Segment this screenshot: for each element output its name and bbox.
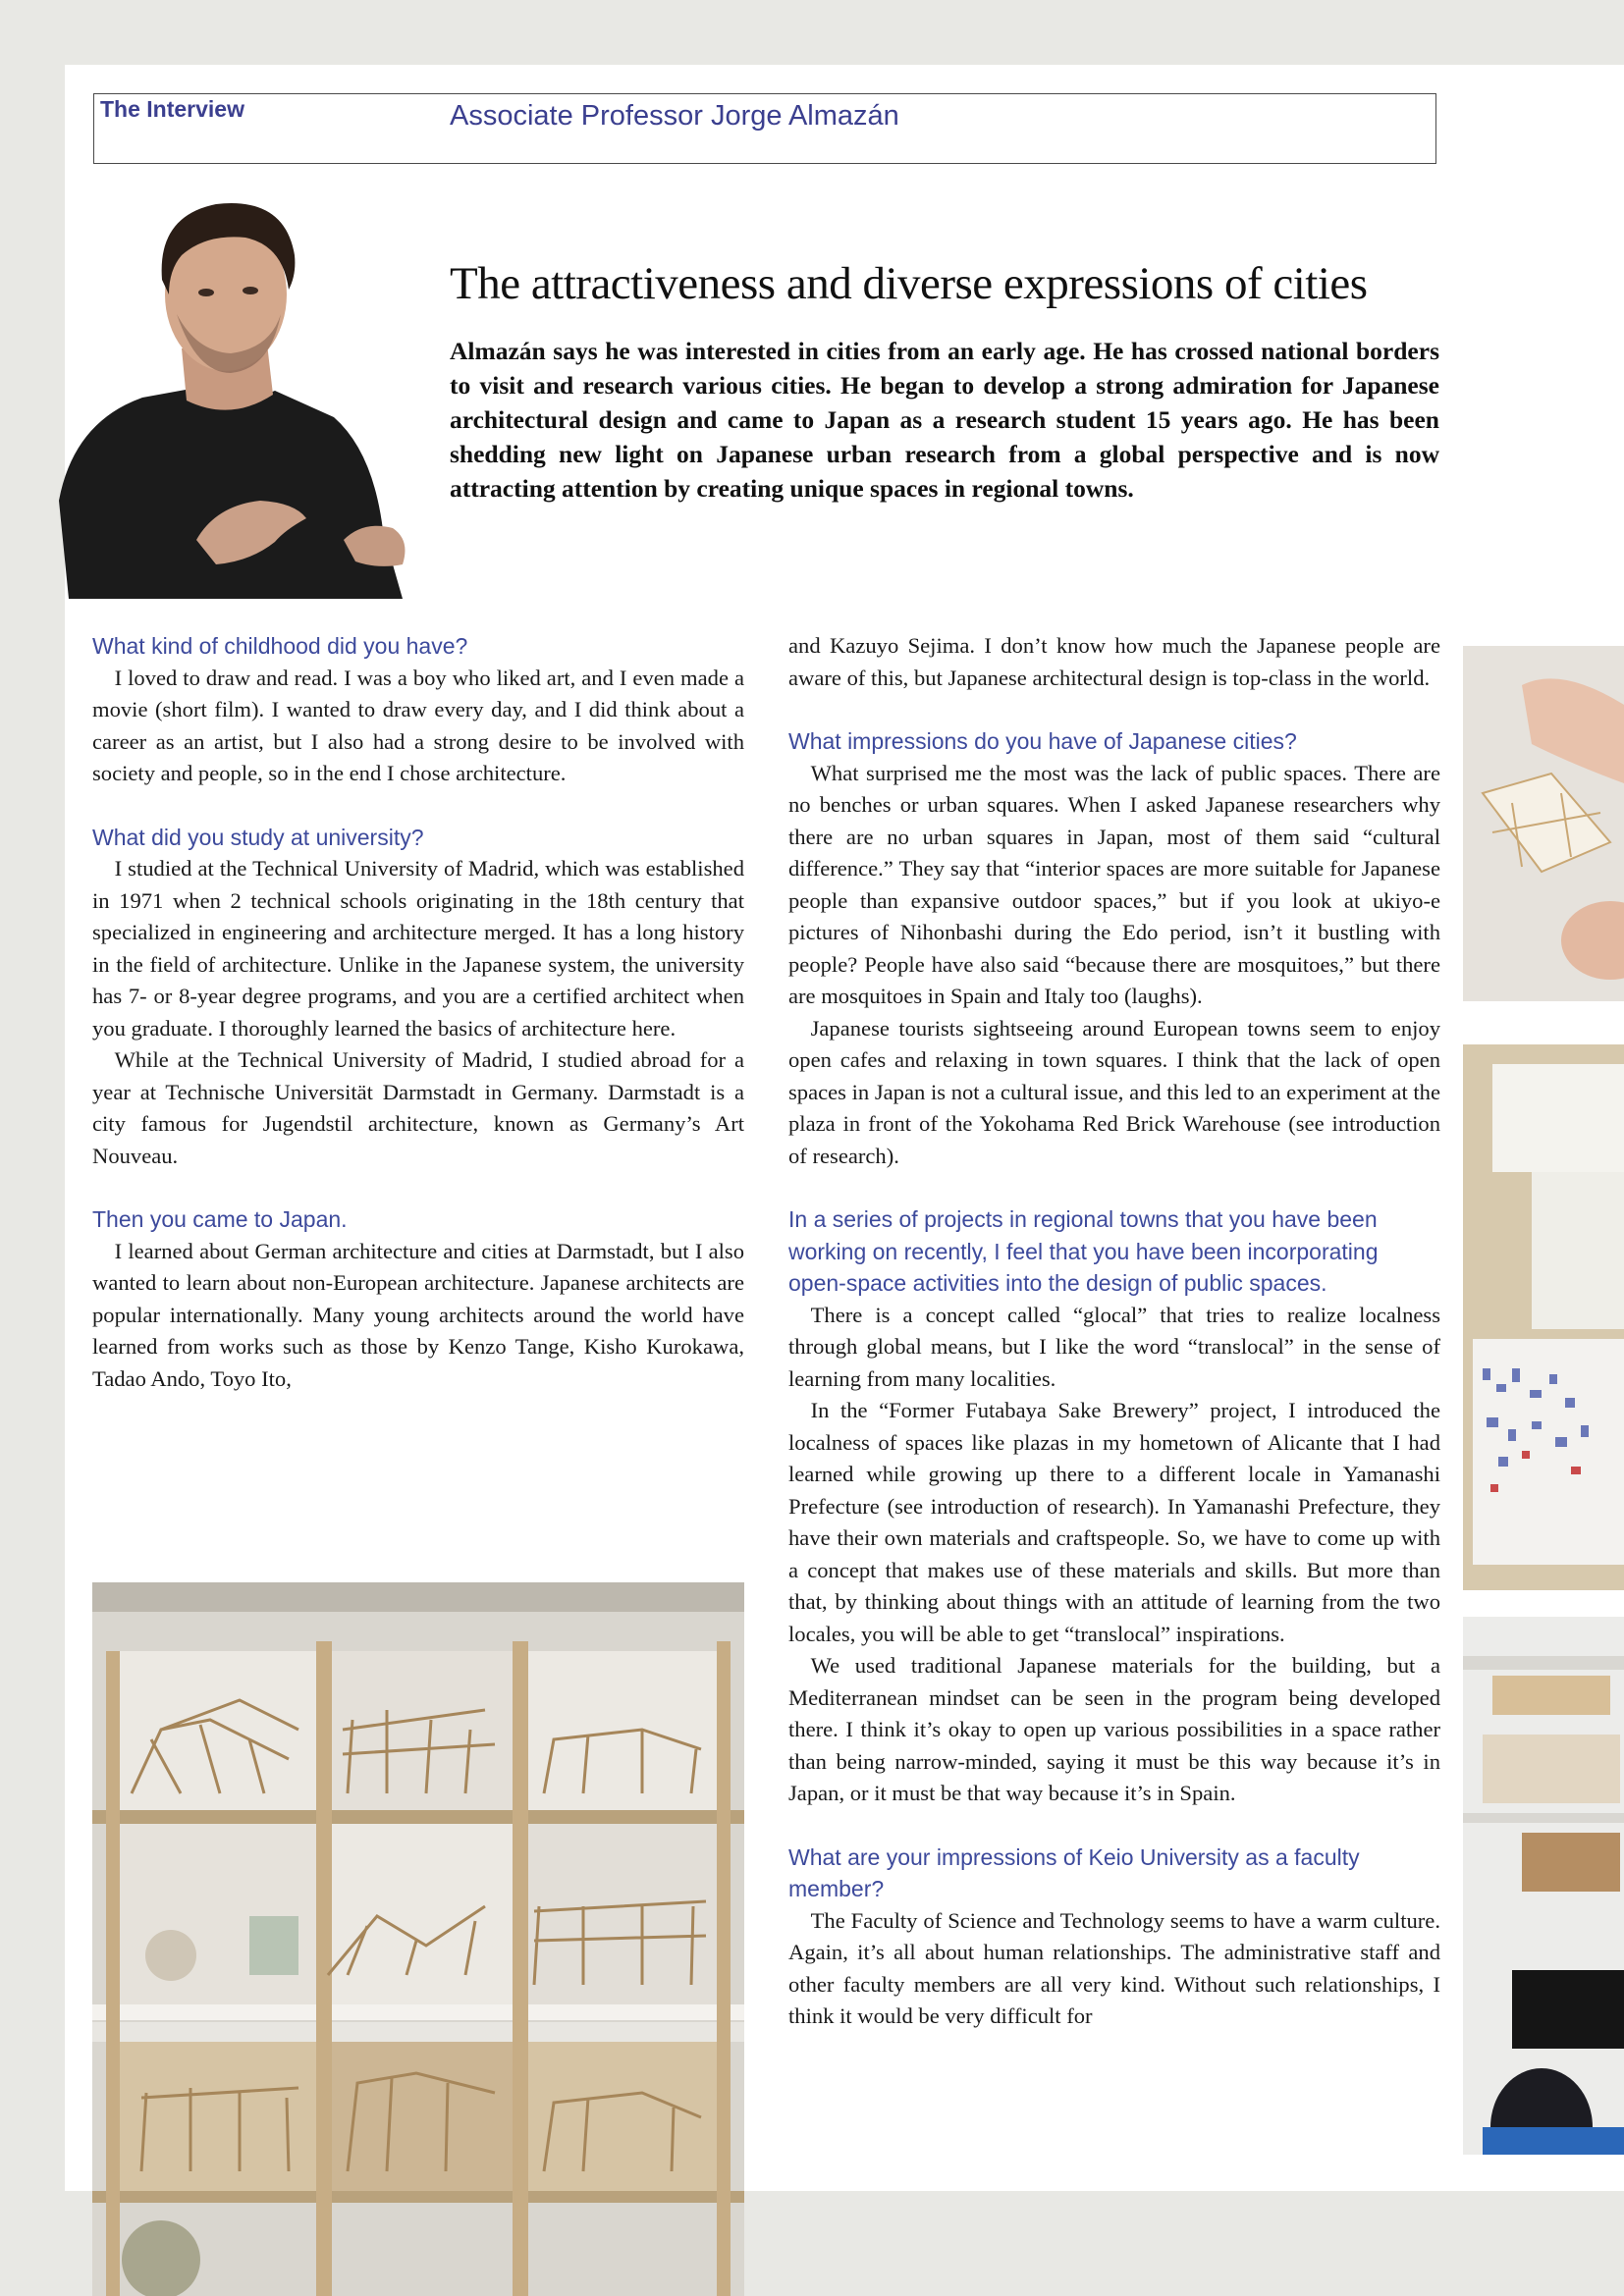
answer-paragraph: While at the Technical University of Madrid, I studied abroad for a year at Technische Universität Darmstadt in Germany. Darmstadt is a city famous for Jugendstil architecture, known as Germany’s Art Nouveau.: [92, 1047, 744, 1168]
architecture-models-photo: [92, 1582, 744, 2296]
hands-model-photo: [1463, 646, 1624, 1001]
answer-paragraph: In the “Former Futabaya Sake Brewery” project, I introduced the localness of spaces like plazas in my hometown of Alicante that I had learned while growing up there to a different locale in Yamanashi Prefecture (see introduction of research). In Yamanashi Prefecture, they have their own materials and craftspeople. So, we have to come up with a concept that makes use of these materials and skills. But more than that, by thinking about things with an attitude of learning from the two locales, you will be able to get “translocal” inspirations.: [788, 1398, 1440, 1646]
answer-paragraph: I learned about German architecture and cities at Darmstadt, but I also wanted to learn about non-European architecture. Japanese architects are popular internationally. Many young architects around the world have learned from works such as those by Kenzo Tange, Kisho Kurokawa, Tadao Ando, Toyo Ito,: [92, 1238, 744, 1391]
lede-paragraph: Almazán says he was interested in cities from an early age. He has crossed national borders to visit and research various cities. He began to develop a strong admiration for Japanese architectural design and came to Japan as a research student 15 years ago. He has been shedding new light on Japanese urban research from a global perspective and is now attracting attention by creating unique spaces in regional towns.: [450, 337, 1439, 503]
section-label: The Interview: [100, 96, 244, 122]
question-childhood: What kind of childhood did you have?: [92, 633, 468, 659]
question-came-to-japan: Then you came to Japan.: [92, 1206, 348, 1232]
answer-paragraph: There is a concept called “glocal” that tries to realize localness through global means, but I like the word “translocal” in the sense of learning from many localities.: [788, 1302, 1440, 1391]
answer-paragraph: Japanese tourists sightseeing around European towns seem to enjoy open cafes and relaxing in town squares. I think that the lack of open spaces in Japan is not a cultural issue, and this led to an experiment at the plaza in front of the Yokohama Red Brick Warehouse (see introduction of research).: [788, 1015, 1440, 1168]
answer-paragraph: I studied at the Technical University of Madrid, which was established in 1971 when 2 technical schools originating in the 18th century that specialized in engineering and architecture merged. It has a long history in the field of architecture. Unlike in the Japanese system, the university has 7- or 8-year degree programs, and you are a certified architect when you graduate. I thoroughly learned the basics of architecture here.: [92, 856, 744, 1041]
right-column: [788, 630, 1440, 2033]
portrait-photo: [49, 177, 432, 599]
answer-paragraph: I loved to draw and read. I was a boy who liked art, and I even made a movie (short film). I wanted to draw every day, and I did think about a career as an artist, but I also had a strong desire to be involved with society and people, so in the end I chose architecture.: [92, 665, 744, 785]
answer-paragraph: and Kazuyo Sejima. I don’t know how much the Japanese people are aware of this, but Japanese architectural design is top-class in the world.: [788, 633, 1440, 690]
header-box: [93, 93, 1436, 164]
question-japanese-cities: What impressions do you have of Japanese cities?: [788, 728, 1297, 754]
answer-paragraph: We used traditional Japanese materials for the building, but a Mediterranean mindset can be seen in the program being developed there. I think it’s okay to open up various possibilities in a space rather than being narrow-minded, saying it must be this way because it’s in Japan, or it must be that way because it’s in Spain.: [788, 1653, 1440, 1805]
studio-photo: [1463, 1617, 1624, 2155]
left-column: [92, 630, 744, 1395]
question-regional-projects: In a series of projects in regional towns that you have been working on recently, I feel that you have been incorporating open-space activities into the design of public spaces.: [788, 1206, 1379, 1296]
answer-paragraph: What surprised me the most was the lack of public spaces. There are no benches or urban squares. When I asked Japanese researchers why there are no urban squares in Japan, most of them said “cultural difference.” They say that “interior spaces are more suitable for Japanese people than expansive outdoor spaces,” but if you look at ukiyo-e pictures of Nihonbashi during the Edo period, isn’t it bustling with people? People have also said “because there are mosquitoes,” but there are mosquitoes in Spain and Italy too (laughs).: [788, 760, 1440, 1008]
headline: The attractiveness and diverse expressions of cities: [450, 258, 1368, 309]
map-board-photo: [1463, 1044, 1624, 1590]
answer-paragraph: The Faculty of Science and Technology seems to have a warm culture. Again, it’s all about human relationships. The administrative staff and other faculty members are all very kind. Without such relationships, I think it would be very difficult for: [788, 1907, 1440, 2028]
question-university: What did you study at university?: [92, 824, 424, 850]
question-keio: What are your impressions of Keio University as a faculty member?: [788, 1843, 1360, 1901]
interviewee-name: Associate Professor Jorge Almazán: [450, 100, 899, 132]
